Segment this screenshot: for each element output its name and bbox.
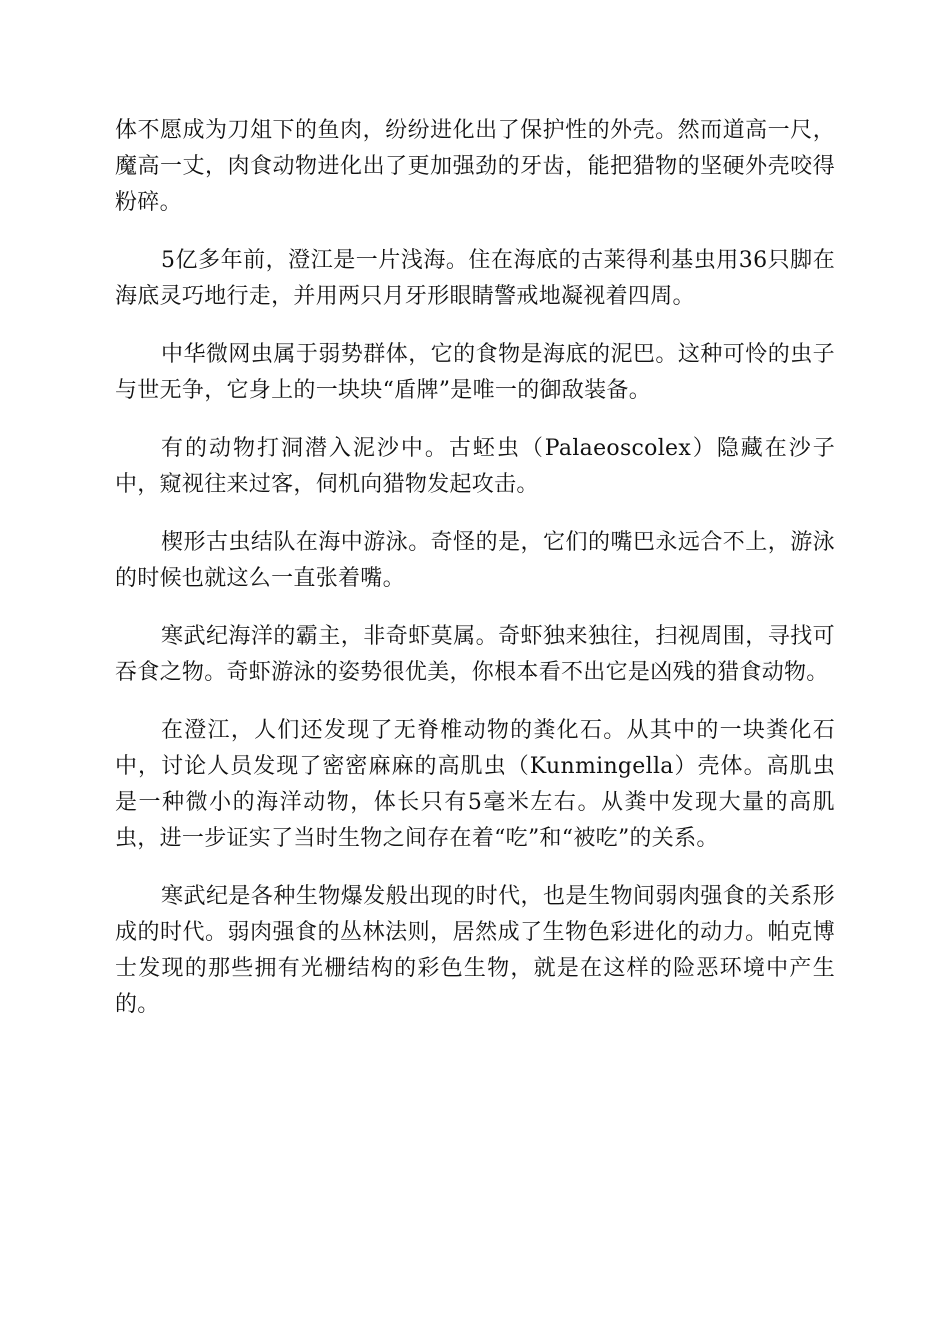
paragraph-2: 5亿多年前，澄江是一片浅海。住在海底的古莱得利基虫用36只脚在海底灵巧地行走，并用两只月牙形眼睛警戒地凝视着四周。: [115, 248, 835, 309]
paragraph-6: 寒武纪海洋的霸主，非奇虾莫属。奇虾独来独往，扫视周围，寻找可吞食之物。奇虾游泳的姿势很优美，你根本看不出它是凶残的猎食动物。: [115, 624, 835, 685]
paragraph-3: 中华微网虫属于弱势群体，它的食物是海底的泥巴。这种可怜的虫子与世无争，它身上的一块块“盾牌”是唯一的御敌装备。: [115, 342, 835, 403]
paragraph-8: 寒武纪是各种生物爆发般出现的时代，也是生物间弱肉强食的关系形成的时代。弱肉强食的丛林法则，居然成了生物色彩进化的动力。帕克博士发现的那些拥有光栅结构的彩色生物，就是在这样的险恶环境中产生的。: [115, 884, 835, 1017]
paragraph-4: 有的动物打洞潜入泥沙中。古蚽虫（Palaeoscolex）隐藏在沙子中，窥视往来过客，伺机向猎物发起攻击。: [115, 436, 835, 497]
document-page: [115, 113, 835, 1045]
paragraph-7: 在澄江，人们还发现了无脊椎动物的粪化石。从其中的一块粪化石中，讨论人员发现了密密麻麻的高肌虫（Kunmingella）壳体。高肌虫是一种微小的海洋动物，体长只有5毫米左右。从粪中发现大量的高肌虫，进一步证实了当时生物之间存在着“吃”和“被吃”的关系。: [115, 718, 835, 851]
paragraph-1: 体不愿成为刀俎下的鱼肉，纷纷进化出了保护性的外壳。然而道高一尺，魔高一丈，肉食动物进化出了更加强劲的牙齿，能把猎物的坚硬外壳咬得粉碎。: [115, 118, 835, 215]
paragraph-5: 楔形古虫结队在海中游泳。奇怪的是，它们的嘴巴永远合不上，游泳的时候也就这么一直张着嘴。: [115, 530, 835, 591]
